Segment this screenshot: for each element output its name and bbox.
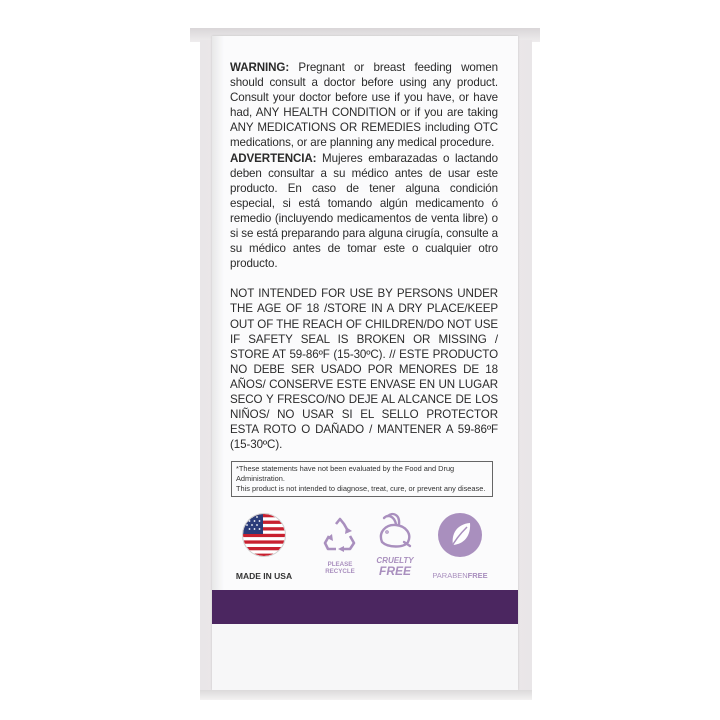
- cruelty-label-line1: CRUELTY: [376, 556, 414, 565]
- recycle-icon: [320, 516, 360, 556]
- disclaimer-line-1: *These statements have not been evaluated by the Food and Drug Administration.: [236, 464, 455, 483]
- brand-purple-band: [212, 590, 518, 624]
- warning-paragraph: [230, 60, 498, 151]
- cruelty-free-badge: [370, 512, 420, 577]
- fda-disclaimer-box: [231, 461, 493, 497]
- made-in-usa-label: MADE IN USA: [235, 571, 293, 581]
- warning-text-block: [230, 60, 498, 452]
- box-bottom-edge: [200, 690, 532, 700]
- badge-row: [230, 512, 500, 582]
- please-recycle-badge: [318, 516, 362, 575]
- warning-body: Pregnant or breast feeding women should consult a doctor before using any product. Consult your doctor before use if you have, or have had, ANY HEALTH CONDITION or if you are taking ANY MEDICATIONS OR REMEDIES including OTC medications, or are planning any medical procedure.: [230, 61, 498, 150]
- rabbit-icon: [374, 512, 416, 552]
- warning-heading: WARNING:: [230, 61, 290, 74]
- leaf-icon: [437, 512, 483, 558]
- caution-paragraph: NOT INTENDED FOR USE BY PERSONS UNDER THE AGE OF 18 /STORE IN A DRY PLACE/KEEP OUT OF THE REACH OF CHILDREN/DO NOT USE IF SAFETY SEAL IS BROKEN OR MISSING / STORE AT 59-86ºF (15-30ºC). // ESTE PRODUCTO NO DEBE SER USADO POR MENORES DE 18 AÑOS/ CONSERVE ESTE ENVASE EN UN LUGAR SECO Y FRESCO/NO DEJE AL ALCANCE DE LOS NIÑOS/ NO USAR SI EL SELLO PROTECTOR ESTA ROTO O DAÑADO / MANTENER A 59-86ºF (15-30ºC).: [230, 287, 498, 452]
- lower-panel: [212, 624, 518, 690]
- paraben-label-part2: FREE: [467, 571, 488, 580]
- paraben-label-part1: PARABEN: [432, 571, 468, 580]
- advertencia-heading: ADVERTENCIA:: [230, 151, 317, 165]
- paragraph-gap: [230, 271, 498, 286]
- us-flag-icon: [241, 512, 287, 558]
- paraben-free-label: [428, 571, 492, 580]
- cruelty-label-line2: FREE: [378, 564, 411, 578]
- disclaimer-line-2: This product is not intended to diagnose, treat, cure, or prevent any disease.: [236, 484, 486, 493]
- advertencia-paragraph: [230, 151, 498, 272]
- made-in-usa-badge: [234, 512, 294, 581]
- recycle-label-line1: PLEASE: [327, 561, 353, 568]
- recycle-label-line2: RECYCLE: [325, 568, 355, 575]
- advertencia-body: Mujeres embarazadas o lactando deben consultar a su médico antes de usar este producto. En caso de tener alguna condición especial, si está tomando algún medicamento ó remedio (incluyendo medicamentos de venta libre) o si se está preparando para alguna cirugía, consulte a su médico antes de tomar este o cualquier otro producto.: [230, 151, 498, 271]
- paraben-free-badge: [428, 512, 492, 580]
